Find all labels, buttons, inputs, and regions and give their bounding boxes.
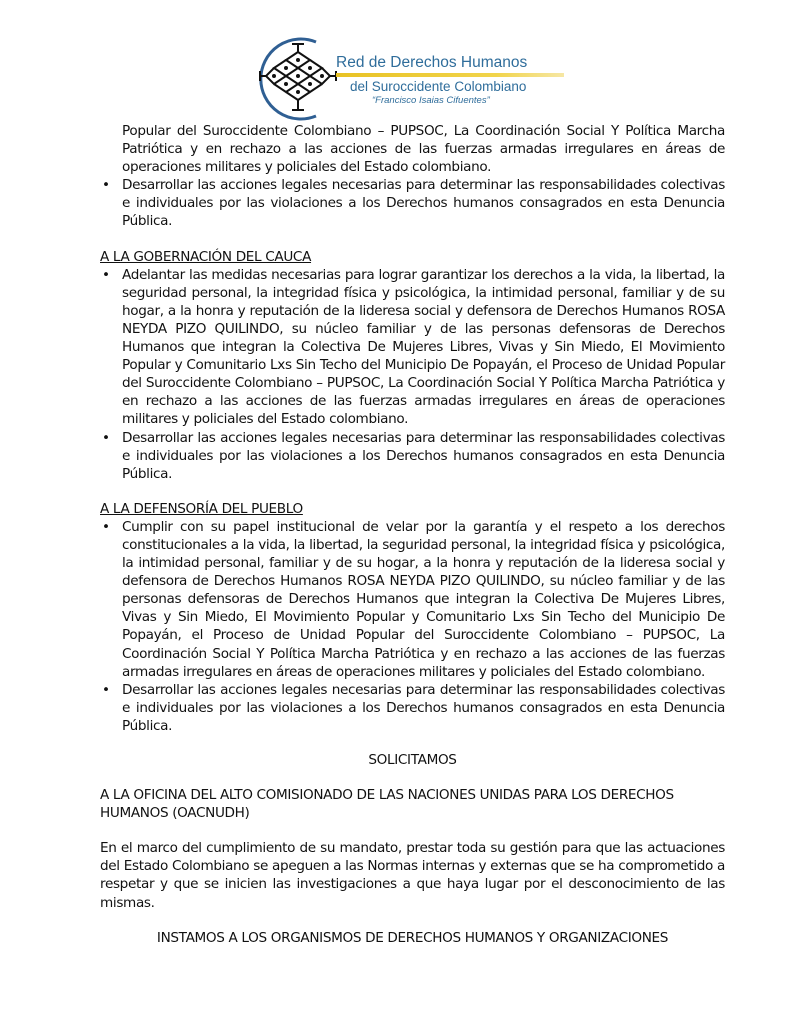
bullet-icon: •	[102, 266, 110, 283]
list-item	[100, 266, 725, 429]
org-subtitle: del Suroccidente Colombiano	[350, 79, 527, 94]
list-item-text: Desarrollar las acciones legales necesarias para determinar las responsabilidades colectivas e individuales por las violaciones a los Derechos humanos consagrados en esta Denuncia Pública.	[122, 429, 725, 482]
oacnudh-heading: A LA OFICINA DEL ALTO COMISIONADO DE LAS NACIONES UNIDAS PARA LOS DERECHOS HUMANOS (OACNUDH)	[100, 787, 674, 822]
bullet-icon: •	[102, 429, 110, 446]
logo-divider	[336, 73, 564, 77]
solicitamos-title: SOLICITAMOS	[368, 752, 457, 768]
bullet-icon: •	[102, 518, 110, 535]
org-quote: “Francisco Isaias Cifuentes”	[372, 95, 490, 106]
list-item	[100, 176, 725, 230]
continued-list-item: Popular del Suroccidente Colombiano – PUPSOC, La Coordinación Social Y Política Marcha Patriótica y en rechazo a las acciones de las fuerzas armadas irregulares en áreas de operaciones militares y policiales del Estado colombiano.	[122, 123, 725, 176]
instamos-heading: INSTAMOS A LOS ORGANISMOS DE DERECHOS HUMANOS Y ORGANIZACIONES	[156, 929, 669, 946]
org-name: Red de Derechos Humanos	[336, 54, 528, 71]
bullet-icon: •	[102, 177, 110, 194]
list-item-text: Cumplir con su papel institucional de velar por la garantía y el respeto a los derechos constitucionales a la vida, la libertad, la seguridad personal, la integridad física y psicológica, la intimidad personal, familiar y de su hogar, a la honra y reputación de la lideresa social y defensora de Derechos Humanos ROSA NEYDA PIZO QUILINDO, su núcleo familiar y de las personas defensoras de Derechos Humanos que integran la Colectiva De Mujeres Libres, Vivas y Sin Miedo, El Movimiento Popular y Comunitario Lxs Sin Techo del Municipio De Popayán, el Proceso de Unidad Popular del Suroccidente Colombiano – PUPSOC, La Coordinación Social Y Política Marcha Patriótica y en rechazo a las acciones de las fuerzas armadas irregulares en áreas de operaciones militares y policiales del Estado colombiano.	[122, 518, 725, 680]
bullet-icon: •	[102, 681, 110, 698]
list-item-text: Desarrollar las acciones legales necesarias para determinar las responsabilidades colectivas e individuales por las violaciones a los Derechos humanos consagrados en esta Denuncia Pública.	[122, 177, 725, 230]
network-emblem-icon	[258, 34, 338, 124]
list-item-text: Desarrollar las acciones legales necesarias para determinar las responsabilidades colectivas e individuales por las violaciones a los Derechos humanos consagrados en esta Denuncia Pública.	[122, 681, 725, 734]
list-item-text: Adelantar las medidas necesarias para lograr garantizar los derechos a la vida, la libertad, la seguridad personal, la integridad física y psicológica, la intimidad personal, familiar y de su hogar, a la honra y reputación de la lideresa social y defensora de Derechos Humanos ROSA NEYDA PIZO QUILINDO, su núcleo familiar y de las personas defensoras de Derechos Humanos que integran la Colectiva De Mujeres Libres, Vivas y Sin Miedo, El Movimiento Popular y Comunitario Lxs Sin Techo del Municipio De Popayán, el Proceso de Unidad Popular del Suroccidente Colombiano – PUPSOC, La Coordinación Social Y Política Marcha Patriótica y en rechazo a las acciones de las fuerzas armadas irregulares en áreas de operaciones militares y policiales del Estado colombiano.	[122, 266, 725, 428]
list-item	[100, 681, 725, 735]
list-item	[100, 518, 725, 681]
oacnudh-paragraph: En el marco del cumplimiento de su mandato, prestar toda su gestión para que las actuaciones del Estado Colombiano se apeguen a las Normas internas y externas que se ha comprometido a respetar y que se inicien las investigaciones a que haya lugar por el desconocimiento de las mismas.	[100, 840, 725, 911]
section-heading-defensoria: A LA DEFENSORÍA DEL PUEBLO	[100, 500, 303, 517]
section-heading-gobernacion: A LA GOBERNACIÓN DEL CAUCA	[100, 248, 312, 265]
document-body	[100, 122, 725, 947]
list-item	[100, 429, 725, 483]
organization-logo	[258, 34, 568, 124]
